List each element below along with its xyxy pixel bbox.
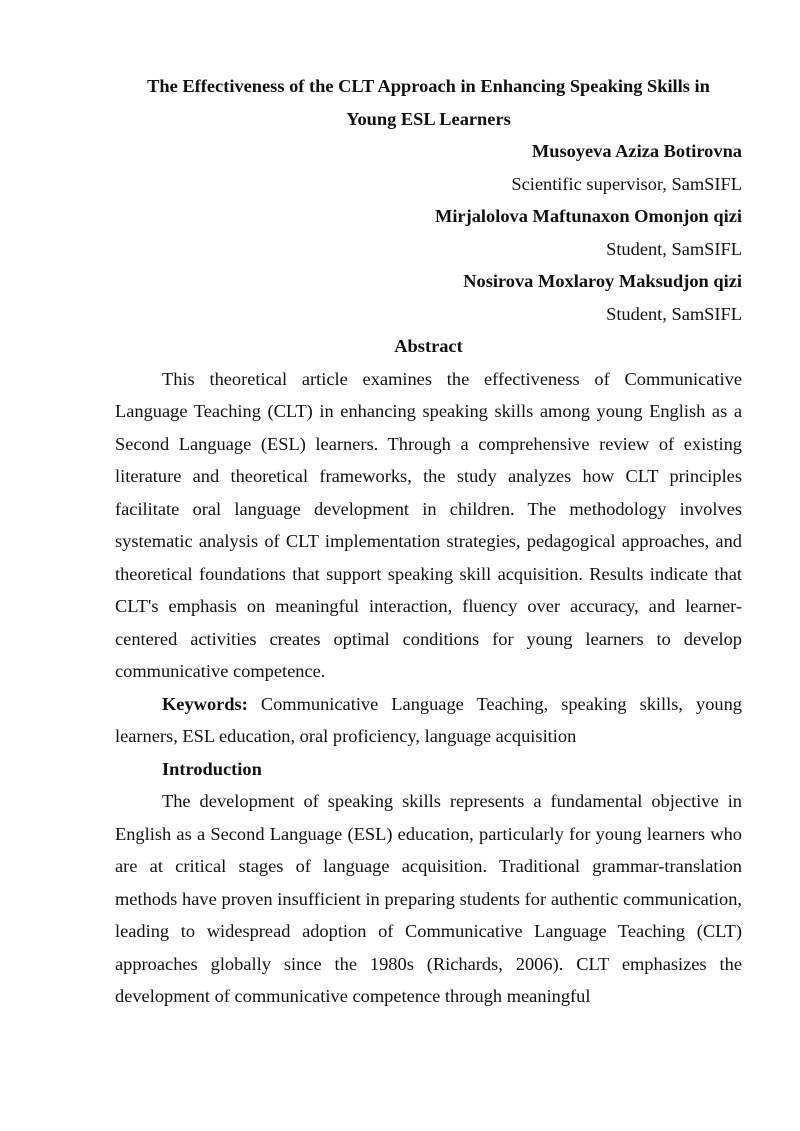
keywords-label: Keywords: bbox=[162, 693, 248, 714]
author-name-1: Musoyeva Aziza Botirovna bbox=[531, 141, 742, 161]
author-role-1: Scientific supervisor, SamSIFL bbox=[511, 173, 742, 194]
keywords-paragraph bbox=[115, 688, 742, 753]
abstract-heading: Abstract bbox=[394, 336, 463, 356]
author-name-3: Nosirova Moxlaroy Maksudjon qizi bbox=[463, 271, 742, 291]
introduction-heading: Introduction bbox=[162, 758, 262, 779]
introduction-text: The development of speaking skills represents a fundamental objective in English as a Second Language (ESL) education, particularly for young learners who are at critical stages of language acquisition. Traditional grammar-translation methods have proven insufficient in preparing students for authentic communication, leading to widespread adoption of Communicative Language Teaching (CLT) approaches globally since the 1980s (Richards, 2006). CLT emphasizes the development of communicative competence through meaningful bbox=[115, 791, 742, 1006]
paper-title-line-2: Young ESL Learners bbox=[346, 108, 511, 129]
abstract-text: This theoretical article examines the effectiveness of Communicative Language Teaching (CLT) in enhancing speaking skills among young English as a Second Language (ESL) learners. Through a comprehensive review of existing literature and theoretical frameworks, the study analyzes how CLT principles facilitate oral language development in children. The methodology involves systematic analysis of CLT implementation strategies, pedagogical approaches, and theoretical foundations that support speaking skill acquisition. Results indicate that CLT's emphasis on meaningful interaction, fluency over accuracy, and learner-centered activities creates optimal conditions for young learners to develop communicative competence. bbox=[115, 368, 742, 681]
author-role-3: Student, SamSIFL bbox=[606, 303, 742, 324]
abstract-section bbox=[115, 363, 742, 753]
author-name-2: Mirjalolova Maftunaxon Omonjon qizi bbox=[434, 206, 742, 226]
paper-title-line-1: The Effectiveness of the CLT Approach in Enhancing Speaking Skills in bbox=[147, 76, 710, 96]
keywords-text: Communicative Language Teaching, speaking skills, young learners, ESL education, oral proficiency, language acquisition bbox=[115, 693, 742, 746]
author-role-2: Student, SamSIFL bbox=[606, 238, 742, 259]
document-body bbox=[115, 70, 742, 1013]
introduction-section bbox=[115, 785, 742, 1013]
